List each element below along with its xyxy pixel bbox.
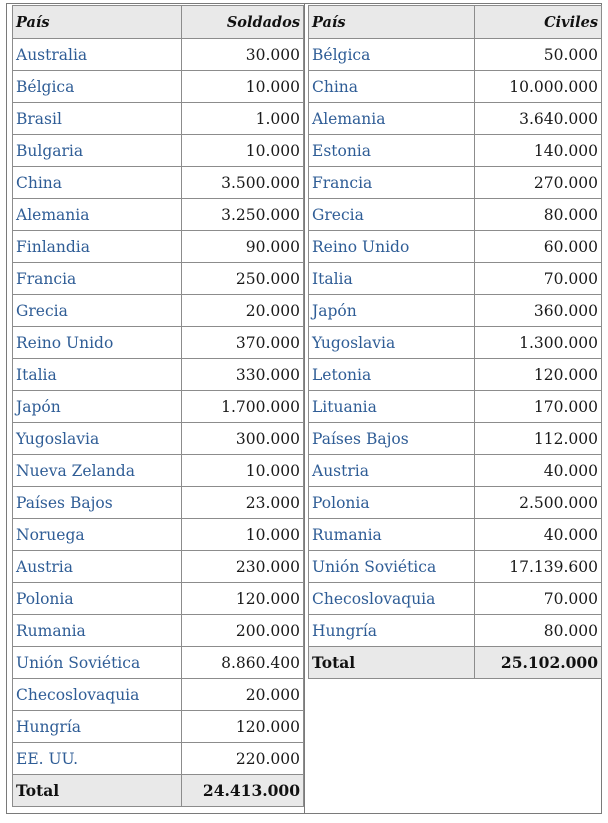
value-cell: 330.000	[182, 359, 304, 391]
header-country: País	[309, 6, 475, 39]
value-cell: 10.000.000	[475, 71, 602, 103]
total-row	[309, 647, 602, 679]
total-label: Total	[309, 647, 475, 679]
country-link[interactable]: Grecia	[13, 295, 182, 327]
table-row	[13, 679, 304, 711]
table-row	[13, 423, 304, 455]
value-cell: 1.000	[182, 103, 304, 135]
country-link[interactable]: Australia	[13, 39, 182, 71]
value-cell: 3.250.000	[182, 199, 304, 231]
country-link[interactable]: Italia	[13, 359, 182, 391]
country-link[interactable]: Noruega	[13, 519, 182, 551]
table-row	[309, 327, 602, 359]
country-link[interactable]: Lituania	[309, 391, 475, 423]
table-row	[309, 199, 602, 231]
value-cell: 10.000	[182, 455, 304, 487]
civilians-table	[308, 5, 602, 679]
table-row	[309, 39, 602, 71]
country-link[interactable]: Estonia	[309, 135, 475, 167]
table-row	[13, 583, 304, 615]
soldiers-table	[12, 5, 304, 807]
value-cell: 3.500.000	[182, 167, 304, 199]
table-row	[309, 103, 602, 135]
country-link[interactable]: Brasil	[13, 103, 182, 135]
country-link[interactable]: Hungría	[13, 711, 182, 743]
country-link[interactable]: Unión Soviética	[309, 551, 475, 583]
country-link[interactable]: Checoslovaquia	[13, 679, 182, 711]
value-cell: 80.000	[475, 615, 602, 647]
value-cell: 70.000	[475, 583, 602, 615]
table-row	[13, 647, 304, 679]
value-cell: 220.000	[182, 743, 304, 775]
country-link[interactable]: Bélgica	[13, 71, 182, 103]
country-link[interactable]: Yugoslavia	[309, 327, 475, 359]
value-cell: 60.000	[475, 231, 602, 263]
table-row	[13, 391, 304, 423]
country-link[interactable]: Checoslovaquia	[309, 583, 475, 615]
value-cell: 112.000	[475, 423, 602, 455]
country-link[interactable]: Nueva Zelanda	[13, 455, 182, 487]
value-cell: 30.000	[182, 39, 304, 71]
value-cell: 23.000	[182, 487, 304, 519]
table-row	[13, 327, 304, 359]
country-link[interactable]: Países Bajos	[13, 487, 182, 519]
value-cell: 80.000	[475, 199, 602, 231]
total-label: Total	[13, 775, 182, 807]
country-link[interactable]: Bulgaria	[13, 135, 182, 167]
country-link[interactable]: Japón	[309, 295, 475, 327]
table-row	[13, 103, 304, 135]
value-cell: 140.000	[475, 135, 602, 167]
table-row	[309, 615, 602, 647]
value-cell: 1.300.000	[475, 327, 602, 359]
country-link[interactable]: Letonia	[309, 359, 475, 391]
table-row	[309, 391, 602, 423]
value-cell: 230.000	[182, 551, 304, 583]
table-row	[13, 551, 304, 583]
country-link[interactable]: Unión Soviética	[13, 647, 182, 679]
value-cell: 2.500.000	[475, 487, 602, 519]
country-link[interactable]: Japón	[13, 391, 182, 423]
value-cell: 40.000	[475, 519, 602, 551]
country-link[interactable]: Reino Unido	[13, 327, 182, 359]
country-link[interactable]: Finlandia	[13, 231, 182, 263]
table-row	[13, 711, 304, 743]
country-link[interactable]: Francia	[13, 263, 182, 295]
table-row	[13, 295, 304, 327]
value-cell: 250.000	[182, 263, 304, 295]
country-link[interactable]: Polonia	[13, 583, 182, 615]
value-cell: 20.000	[182, 679, 304, 711]
table-row	[309, 487, 602, 519]
value-cell: 370.000	[182, 327, 304, 359]
country-link[interactable]: Austria	[309, 455, 475, 487]
table-row	[13, 39, 304, 71]
table-row	[13, 167, 304, 199]
total-value: 25.102.000	[475, 647, 602, 679]
table-row	[309, 231, 602, 263]
value-cell: 17.139.600	[475, 551, 602, 583]
value-cell: 10.000	[182, 519, 304, 551]
country-link[interactable]: Alemania	[309, 103, 475, 135]
table-row	[309, 263, 602, 295]
total-row	[13, 775, 304, 807]
table-row	[13, 71, 304, 103]
table-row	[309, 551, 602, 583]
country-link[interactable]: EE. UU.	[13, 743, 182, 775]
country-link[interactable]: Italia	[309, 263, 475, 295]
table-row	[13, 231, 304, 263]
table-row	[13, 263, 304, 295]
table-row	[13, 455, 304, 487]
column-divider	[304, 3, 305, 814]
country-link[interactable]: Reino Unido	[309, 231, 475, 263]
table-row	[309, 583, 602, 615]
table-row	[13, 615, 304, 647]
table-row	[13, 743, 304, 775]
country-link[interactable]: China	[13, 167, 182, 199]
country-link[interactable]: Países Bajos	[309, 423, 475, 455]
country-link[interactable]: Yugoslavia	[13, 423, 182, 455]
value-cell: 200.000	[182, 615, 304, 647]
value-cell: 3.640.000	[475, 103, 602, 135]
value-cell: 10.000	[182, 135, 304, 167]
table-row	[13, 135, 304, 167]
value-cell: 170.000	[475, 391, 602, 423]
value-cell: 270.000	[475, 167, 602, 199]
value-cell: 120.000	[475, 359, 602, 391]
country-link[interactable]: Francia	[309, 167, 475, 199]
table-row	[309, 423, 602, 455]
table-row	[309, 295, 602, 327]
table-row	[309, 71, 602, 103]
country-link[interactable]: Bélgica	[309, 39, 475, 71]
table-row	[13, 199, 304, 231]
country-link[interactable]: Rumania	[309, 519, 475, 551]
value-cell: 120.000	[182, 583, 304, 615]
table-row	[13, 519, 304, 551]
table-row	[309, 455, 602, 487]
value-cell: 300.000	[182, 423, 304, 455]
value-cell: 70.000	[475, 263, 602, 295]
value-cell: 50.000	[475, 39, 602, 71]
country-link[interactable]: Austria	[13, 551, 182, 583]
header-civilians: Civiles	[475, 6, 602, 39]
table-row	[309, 135, 602, 167]
table-row	[309, 167, 602, 199]
value-cell: 40.000	[475, 455, 602, 487]
country-link[interactable]: Polonia	[309, 487, 475, 519]
table-row	[309, 519, 602, 551]
header-country: País	[13, 6, 182, 39]
country-link[interactable]: Rumania	[13, 615, 182, 647]
table-row	[13, 487, 304, 519]
country-link[interactable]: China	[309, 71, 475, 103]
country-link[interactable]: Alemania	[13, 199, 182, 231]
country-link[interactable]: Hungría	[309, 615, 475, 647]
total-value: 24.413.000	[182, 775, 304, 807]
value-cell: 8.860.400	[182, 647, 304, 679]
table-row	[13, 359, 304, 391]
value-cell: 10.000	[182, 71, 304, 103]
value-cell: 20.000	[182, 295, 304, 327]
value-cell: 90.000	[182, 231, 304, 263]
value-cell: 1.700.000	[182, 391, 304, 423]
value-cell: 120.000	[182, 711, 304, 743]
value-cell: 360.000	[475, 295, 602, 327]
country-link[interactable]: Grecia	[309, 199, 475, 231]
table-row	[309, 359, 602, 391]
header-soldiers: Soldados	[182, 6, 304, 39]
